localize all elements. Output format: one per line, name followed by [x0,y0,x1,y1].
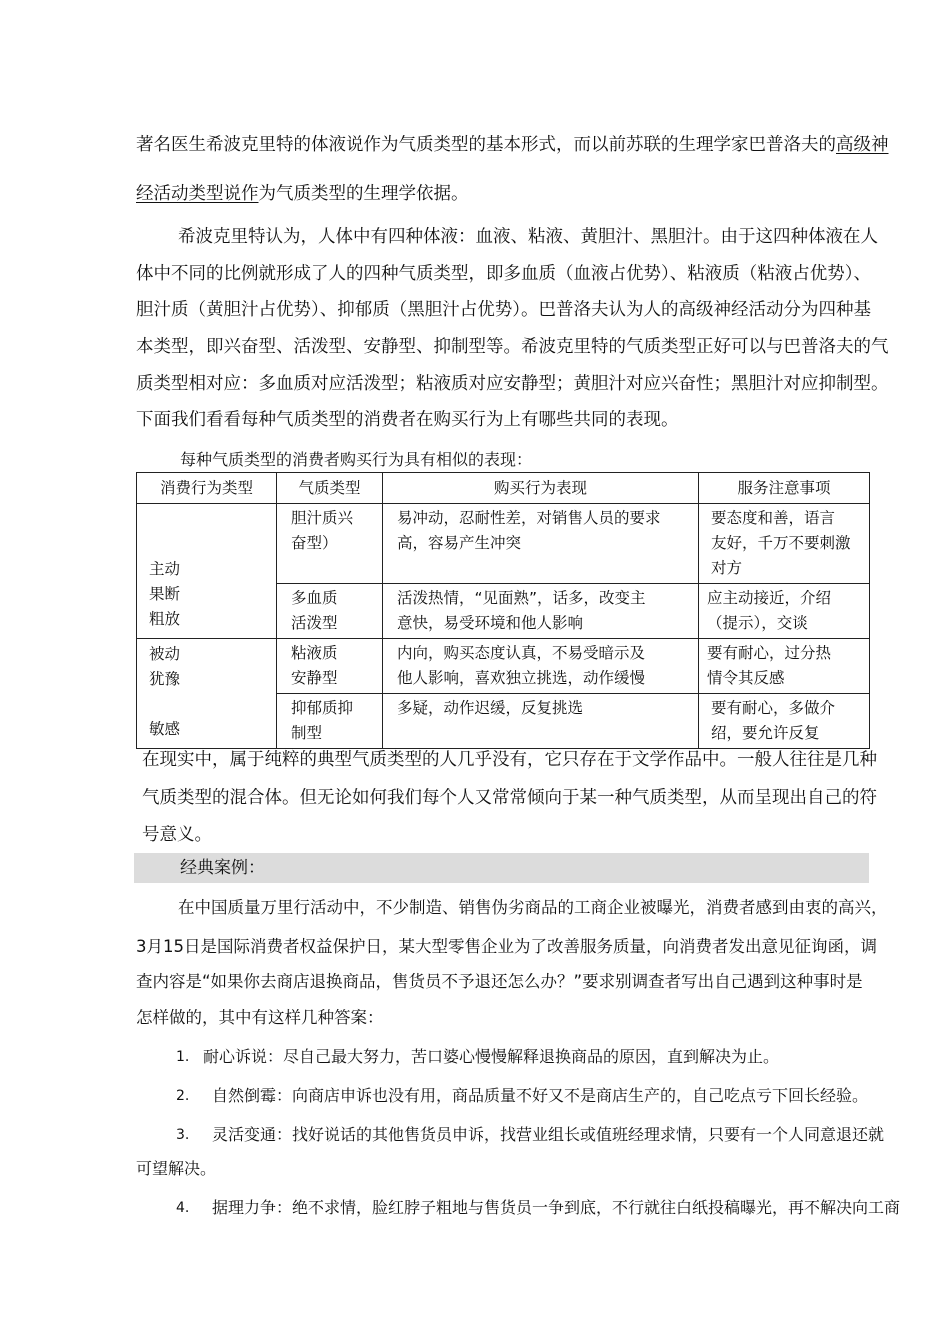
table-caption: 每种气质类型的消费者购买行为具有相似的表现： [180,450,533,469]
paragraph-line: 怎样做的，其中有这样几种答案： [136,1008,384,1027]
paragraph-line: 3月15日是国际消费者权益保护日，某大型零售企业为了改善服务质量，向消费者发出意见征询函，调 [136,937,877,956]
list-number: 4. [176,1200,190,1216]
intro-line-1 [136,133,889,157]
service-cell: 要态度和善，语言 友好，千万不要刺激 对方 [699,504,870,584]
table-row [137,504,870,584]
paragraph-line: 气质类型的混合体。但无论如何我们每个人又常常倾向于某一种气质类型，从而呈现出自己的符 [142,788,877,808]
paragraph-line: 号意义。 [142,825,212,845]
paragraph-line: 本类型，即兴奋型、活泼型、安静型、抑制型等。希波克里特的气质类型正好可以与巴普洛夫的气 [136,337,889,357]
behavior-cell: 活泼热情，“见面熟”，话多，改变主 意快，易受环境和他人影响 [383,584,699,639]
case-heading-bar [134,853,869,883]
intro-line-2 [136,182,871,206]
list-number: 3. [176,1127,190,1143]
temperament-cell: 粘液质 安静型 [277,639,383,694]
behavior-cell: 多疑，动作迟缓，反复挑选 [383,694,699,749]
list-item: 据理力争：绝不求情，脸红脖子粗地与售货员一争到底，不行就往白纸投稿曝光，再不解决向工商 [212,1198,901,1217]
intro-underlined-text: 高级神 [836,135,889,155]
service-cell: 应主动接近，介绍 （提示），交谈 [699,584,870,639]
list-number: 1. [176,1049,190,1065]
table-header: 消费行为类型 [137,473,277,504]
table-header: 服务注意事项 [699,473,870,504]
paragraph-line: 查内容是“如果你去商店退换商品，售货员不予退还怎么办？”要求别调查者写出自己遇到这种事时是 [136,972,863,991]
behavior-group-active: 主动 果断 粗放 [137,504,277,639]
table-header: 气质类型 [277,473,383,504]
paragraph-line: 在中国质量万里行活动中，不少制造、销售伪劣商品的工商企业被曝光，消费者感到由衷的高兴， [178,898,888,917]
paragraph-line: 下面我们看看每种气质类型的消费者在购买行为上有哪些共同的表现。 [136,410,679,430]
paragraph-line: 在现实中，属于纯粹的典型气质类型的人几乎没有，它只存在于文学作品中。一般人往往是几种 [142,750,877,770]
service-cell: 要有耐心，多做介 绍，要允许反复 [699,694,870,749]
temperament-table [136,472,870,749]
paragraph-line: 胆汁质（黄胆汁占优势）、抑郁质（黑胆汁占优势）。巴普洛夫认为人的高级神经活动分为四种基 [136,300,871,320]
list-number: 2. [176,1088,190,1104]
temperament-cell: 胆汁质兴 奋型） [277,504,383,584]
paragraph-line: 质类型相对应：多血质对应活泼型；粘液质对应安静型；黄胆汁对应兴奋性；黑胆汁对应抑制型。 [136,374,889,394]
temperament-cell: 多血质 活泼型 [277,584,383,639]
list-item: 耐心诉说：尽自己最大努力，苦口婆心慢慢解释退换商品的原因，直到解决为止。 [203,1047,780,1066]
table-header: 购买行为表现 [383,473,699,504]
case-title: 经典案例： [180,858,265,878]
paragraph-line: 体中不同的比例就形成了人的四种气质类型，即多血质（血液占优势）、粘液质（粘液占优势）、 [136,264,871,284]
intro-text: 著名医生希波克里特的体液说作为气质类型的基本形式，而以前苏联的生理学家巴普洛夫的 [136,135,836,155]
service-cell: 要有耐心，过分热 情令其反感 [699,639,870,694]
behavior-group-passive: 被动 犹豫 敏感 [137,639,277,749]
behavior-cell: 易冲动，忍耐性差，对销售人员的要求 高，容易产生冲突 [383,504,699,584]
intro-underlined-text: 经活动类型说作 [136,184,259,204]
list-item: 灵活变通：找好说话的其他售货员申诉，找营业组长或值班经理求情，只要有一个人同意退还就 [212,1125,885,1144]
paragraph-line: 希波克里特认为，人体中有四种体液：血液、粘液、黄胆汁、黑胆汁。由于这四种体液在人 [178,227,878,247]
list-item-continuation: 可望解决。 [136,1159,217,1178]
temperament-cell: 抑郁质抑 制型 [277,694,383,749]
table-header-row [137,473,870,504]
list-item: 自然倒霉：向商店申诉也没有用，商品质量不好又不是商店生产的，自己吃点亏下回长经验。 [212,1086,869,1105]
table-row [137,639,870,694]
behavior-cell: 内向，购买态度认真，不易受暗示及 他人影响，喜欢独立挑选，动作缓慢 [383,639,699,694]
intro-text: 为气质类型的生理学依据。 [258,184,469,204]
